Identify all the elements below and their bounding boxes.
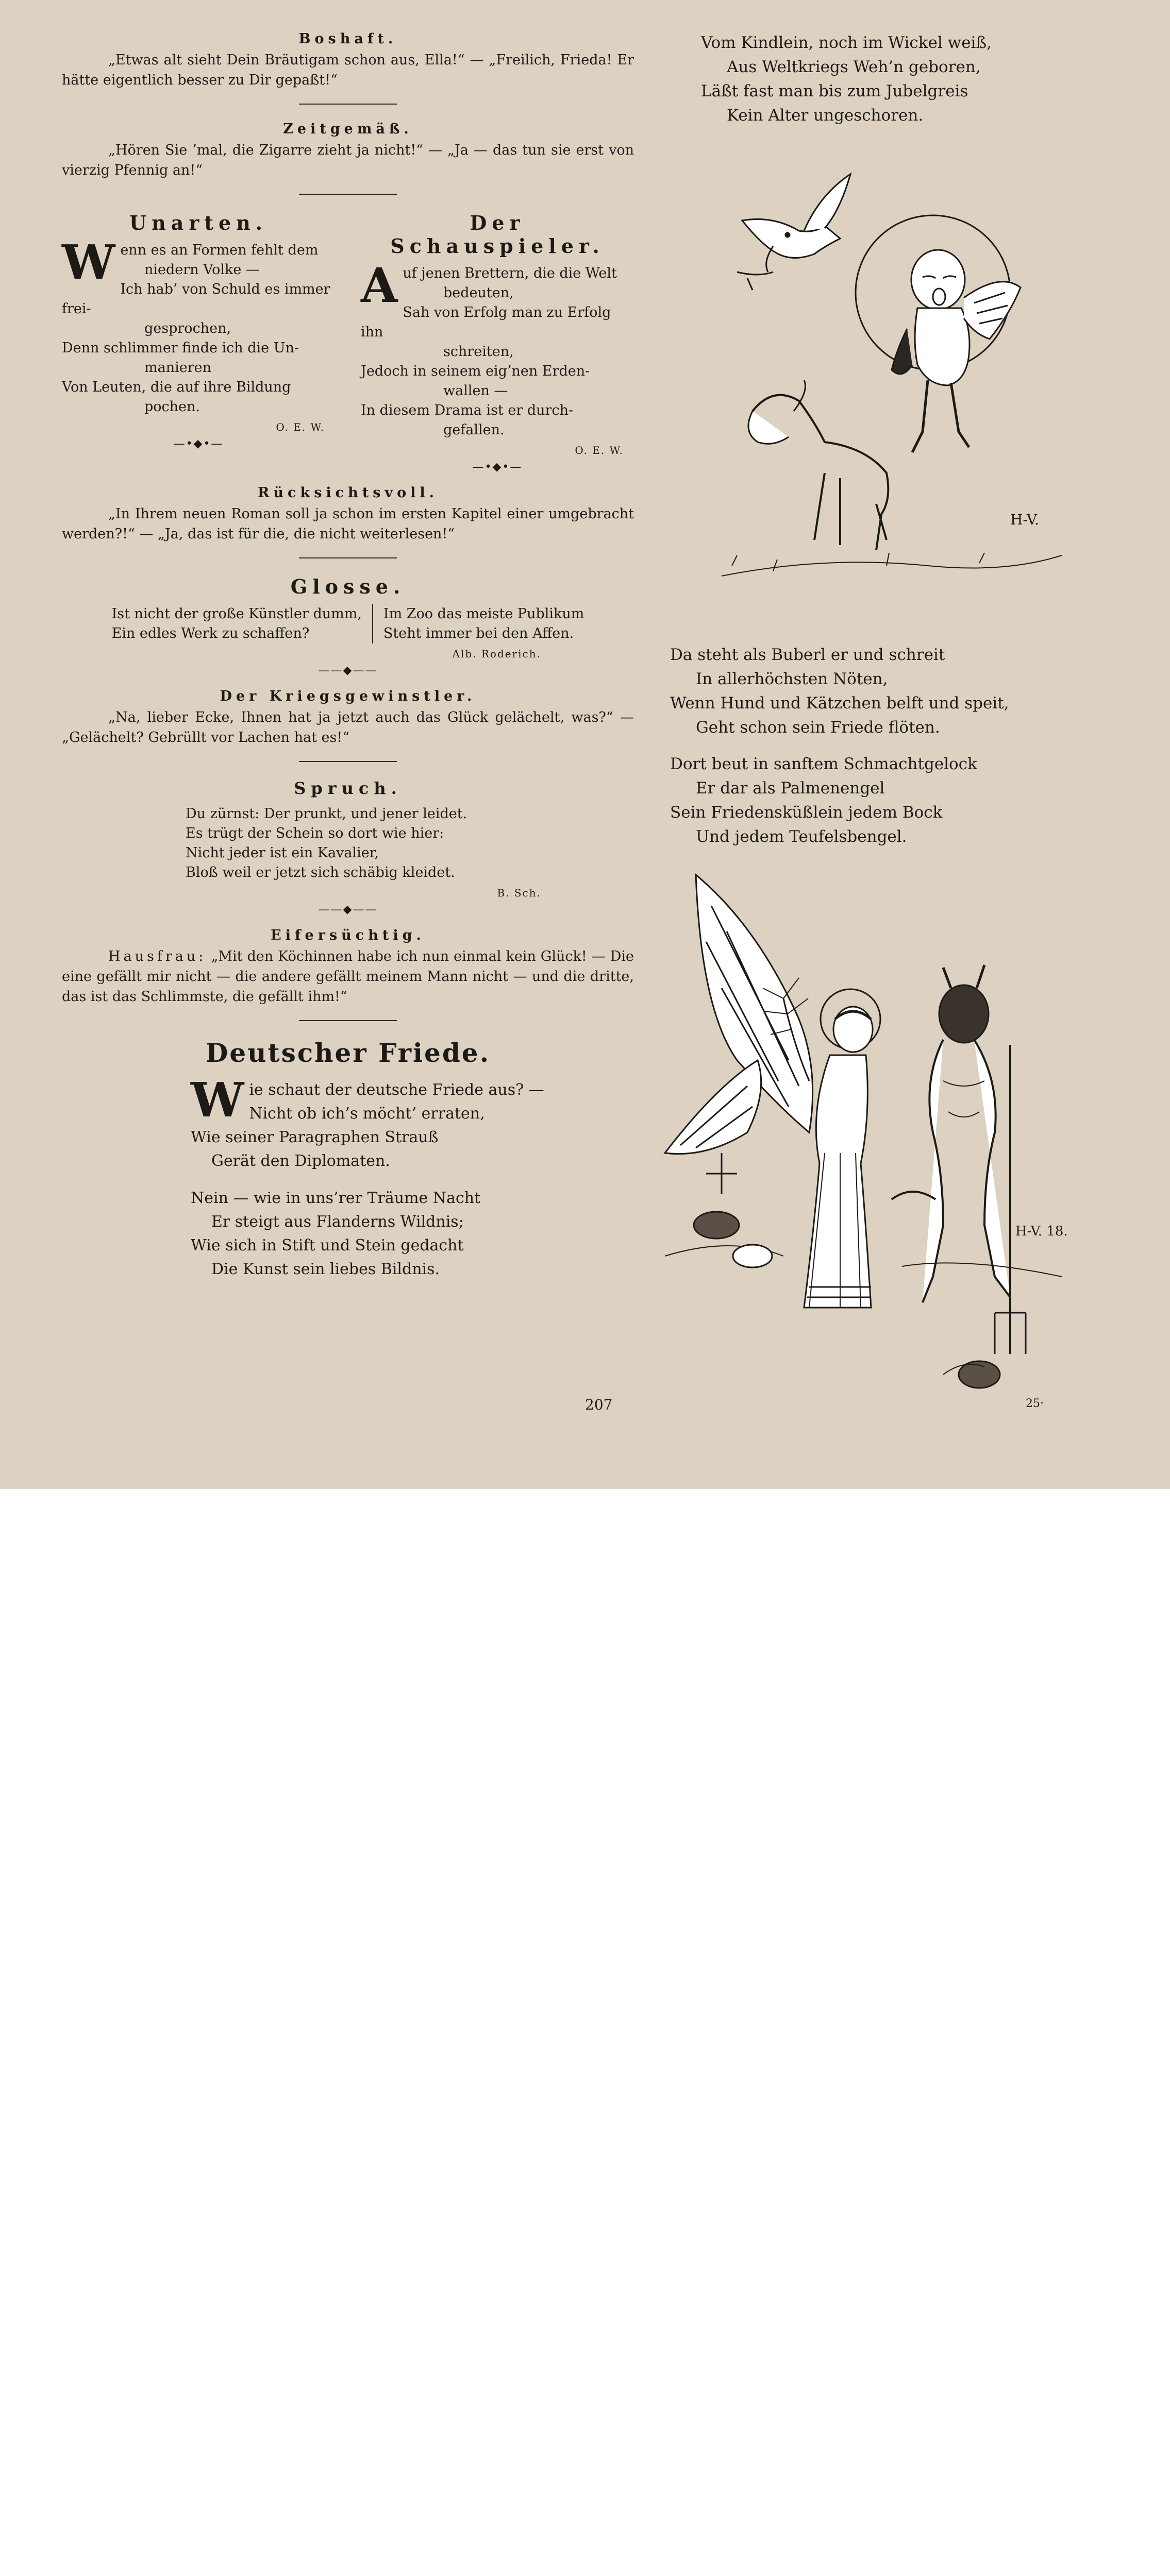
section-title: Eifersüchtig. (271, 927, 425, 943)
poem-line: Wenn Hund und Kätzchen belft und speit, (670, 694, 1009, 713)
section-text: „Hören Sie ’mal, die Zigarre zieht ja nicht!“ — „Ja — das tun sie erst von vierzig Pfennig an!“ (62, 142, 634, 178)
cherub-illustration (670, 143, 1098, 633)
poem-line: uf jenen Brettern, die die Welt (403, 265, 617, 281)
poem-line: enn es an Formen fehlt dem (120, 242, 319, 258)
section-title: Glosse. (290, 575, 406, 598)
poem-line: Von Leuten, die auf ihre Bildung (62, 379, 291, 395)
poem-line: Wie sich in Stift und Stein gedacht (191, 1236, 464, 1255)
poem-line: Sein Friedensküßlein jedem Bock (670, 803, 943, 822)
divider (299, 194, 397, 195)
ornament-divider: ——◆—— (318, 903, 378, 916)
glosse-left (112, 604, 373, 643)
left-column (62, 31, 634, 1281)
stanza-5 (670, 752, 1098, 849)
poem-line: Wie seiner Paragraphen Strauß (191, 1128, 439, 1146)
drop-cap: W (191, 1072, 244, 1128)
poem-line: Ein edles Werk zu schaffen? (111, 625, 310, 641)
poem-line: Ist nicht der große Künstler dumm, (111, 606, 362, 622)
poem-line: wallen — (443, 383, 508, 399)
divider (299, 761, 397, 762)
divider (299, 557, 397, 558)
poem-line: niedern Volke — (144, 262, 260, 278)
poem-line: manieren (144, 360, 211, 376)
poem-title: Deutscher Friede. (205, 1038, 491, 1068)
artist-monogram: H-V. (1010, 511, 1040, 528)
ornament-divider: ——◆—— (318, 664, 378, 677)
signature-mark: 25· (1026, 1397, 1044, 1410)
poem-line: Du zürnst: Der prunkt, und jener leidet. (186, 806, 467, 822)
right-column (670, 31, 1098, 1400)
page-number: 207 (585, 1396, 613, 1413)
section-title: Spruch. (294, 778, 402, 798)
signature: O. E. W. (276, 421, 325, 433)
poem-line: ie schaut der deutsche Friede aus? — (249, 1081, 544, 1099)
boshaft-section (62, 31, 634, 90)
angel-devil-illustration (655, 865, 1082, 1400)
stanza-4 (670, 643, 1098, 740)
poem-line: Dort beut in sanftem Schmachtgelock (670, 755, 977, 773)
section-title: Boshaft. (298, 31, 397, 47)
stanza-3 (701, 31, 1098, 128)
stanza-1 (191, 1072, 634, 1173)
poem-line: Denn schlimmer finde ich die Un- (62, 340, 299, 356)
speaker: Hausfrau: (108, 948, 207, 964)
section-text: „Etwas alt sieht Dein Bräutigam schon aus, Ella!“ — „Freilich, Frieda! Er hätte eigentlich besser zu Dir gepaßt!“ (62, 52, 634, 88)
zeitgemaess-section (62, 121, 634, 180)
ruecksichtsvoll-section (62, 485, 634, 544)
ornament-divider: —•◆•— (472, 461, 523, 473)
unarten-poem (62, 211, 335, 485)
poem-title: Unarten. (129, 211, 268, 234)
poem-line: Läßt fast man bis zum Jubelgreis (701, 82, 968, 100)
poem-line: schreiten, (443, 344, 514, 360)
kriegsgewinstler-section (62, 688, 634, 748)
drop-cap: W (62, 234, 115, 290)
section-text (62, 946, 634, 1007)
poem-line: Die Kunst sein liebes Bildnis. (211, 1260, 440, 1278)
poem-line: gesprochen, (144, 320, 231, 336)
poem-line: Steht immer bei den Affen. (383, 625, 574, 641)
speech: „Mit den Köchinnen habe ich nun einmal kein Glück! — Die eine gefällt mir nicht — die andere gefällt meinem Mann nicht — und die dritte, das ist das Schlimmste, die gefällt ihm!“ (62, 948, 634, 1005)
section-title: Der Kriegsgewinstler. (220, 688, 476, 704)
deutscher-friede-poem (62, 1038, 634, 1281)
poem-line: Gerät den Diplomaten. (211, 1152, 390, 1170)
poem-line: Nicht ob ich’s möcht’ erraten, (249, 1105, 485, 1123)
poem-line: bedeuten, (443, 285, 514, 301)
spruch-verse (186, 804, 634, 883)
eifersuechtig-section (62, 927, 634, 1007)
signature: Alb. Roderich. (452, 648, 541, 660)
poem-line: Aus Weltkriegs Weh’n geboren, (727, 58, 981, 76)
drop-cap: A (361, 258, 398, 313)
poem-line: Er steigt aus Flanderns Wildnis; (211, 1213, 464, 1231)
glosse-columns (62, 604, 634, 643)
poem-line: In allerhöchsten Nöten, (696, 670, 888, 688)
poem-line: Und jedem Teufelsbengel. (696, 827, 907, 846)
poem-line: gefallen. (443, 422, 505, 438)
ornament-divider: —•◆•— (173, 437, 224, 450)
divider (299, 104, 397, 105)
stanza-2 (191, 1187, 634, 1281)
poem-line: Sah von Erfolg man zu Erfolg ihn (361, 304, 611, 340)
poem-line: Bloß weil er jetzt sich schäbig kleidet. (186, 865, 455, 880)
poem-line: Nein — wie in uns’rer Träume Nacht (191, 1189, 481, 1207)
poem-line: Es trügt der Schein so dort wie hier: (186, 825, 444, 841)
glosse-right (373, 604, 584, 643)
divider (299, 1020, 397, 1021)
signature: B. Sch. (497, 887, 541, 899)
section-title: Rücksichtsvoll. (257, 485, 439, 501)
two-poems (62, 211, 634, 485)
poem-line: Kein Alter ungeschoren. (727, 106, 924, 125)
spruch-section (62, 778, 634, 899)
poem-title: Der Schauspieler. (390, 211, 605, 258)
artist-monogram: H-V. 18. (1015, 1224, 1068, 1239)
poem-line: Geht schon sein Friede flöten. (696, 718, 940, 737)
poem-line: Da steht als Buberl er und schreit (670, 646, 945, 664)
section-text: „Na, lieber Ecke, Ihnen hat ja jetzt auch das Glück gelächelt, was?“ — „Gelächelt? Gebrüllt vor Lachen hat es!“ (62, 709, 634, 745)
schauspieler-poem (361, 211, 634, 485)
signature: O. E. W. (575, 444, 624, 456)
glosse-section (62, 575, 634, 660)
poem-line: In diesem Drama ist er durch- (361, 402, 574, 418)
viewer-footer (0, 1489, 1170, 1579)
section-title: Zeitgemäß. (283, 121, 413, 137)
poem-line: Ich hab’ von Schuld es immer frei- (62, 281, 330, 317)
section-text: „In Ihrem neuen Roman soll ja schon im ersten Kapitel einer umgebracht werden?!“ — „Ja, das ist für die, die nicht weiterlesen!“ (62, 506, 634, 542)
poem-line: Jedoch in seinem eig’nen Erden- (361, 363, 590, 379)
poem-line: Er dar als Palmenengel (696, 779, 885, 798)
poem-line: Nicht jeder ist ein Kavalier, (186, 845, 379, 861)
poem-line: Vom Kindlein, noch im Wickel weiß, (701, 33, 992, 52)
poem-line: Im Zoo das meiste Publikum (383, 606, 584, 622)
poem-line: pochen. (144, 399, 200, 415)
